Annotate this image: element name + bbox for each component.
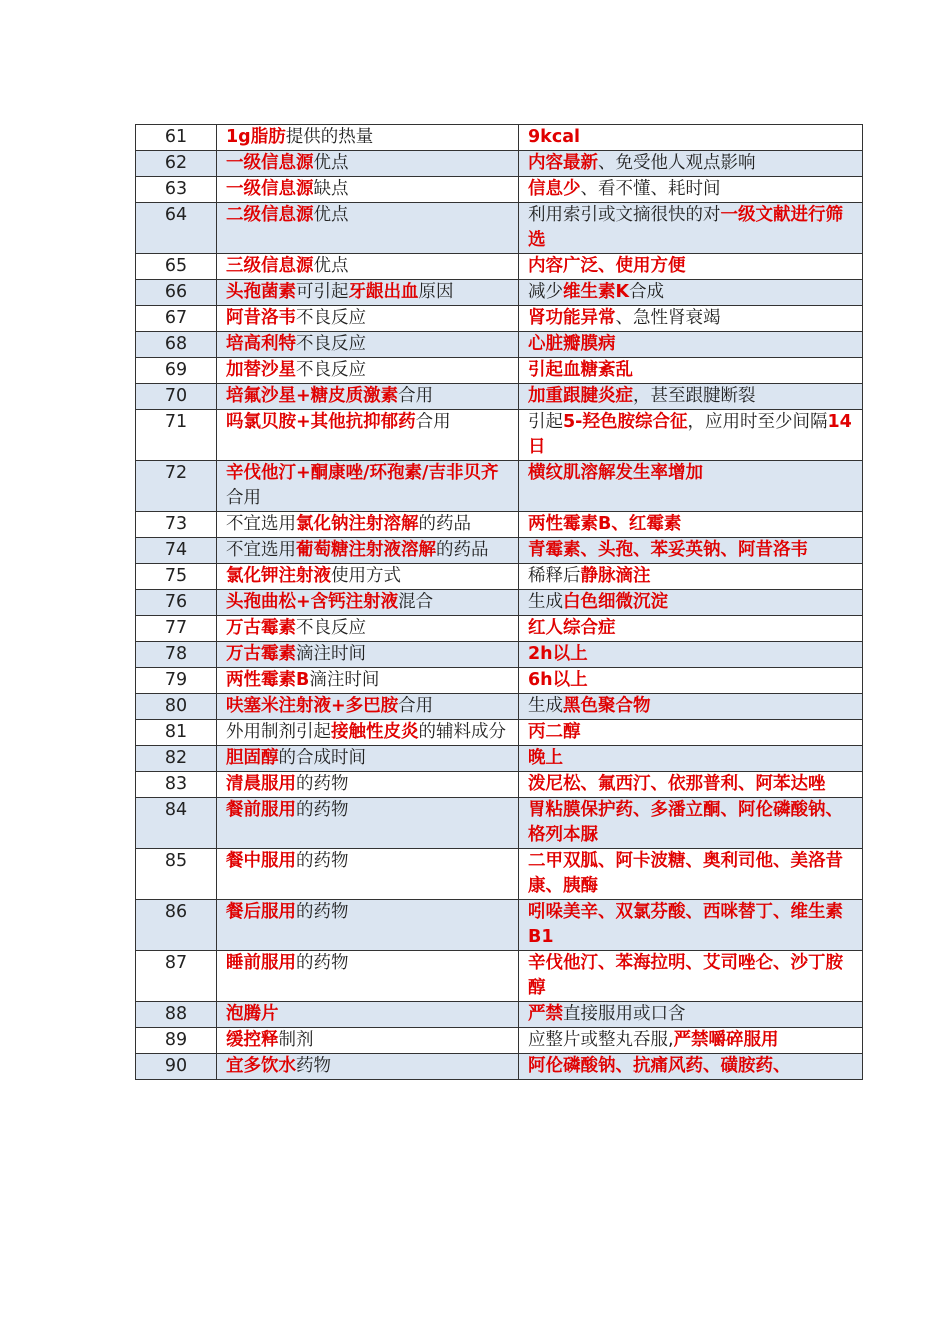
question-cell xyxy=(217,1002,519,1028)
plain-text: 外用制剂引起 xyxy=(226,722,331,742)
highlight-text: 万古霉素 xyxy=(226,644,296,664)
plain-text: 合成 xyxy=(629,282,665,302)
table-row xyxy=(136,125,863,151)
question-cell xyxy=(217,694,519,720)
row-number: 80 xyxy=(136,694,217,720)
highlight-text: 辛伐他汀+酮康唑/环孢素/吉非贝齐 xyxy=(226,463,499,483)
question-cell xyxy=(217,798,519,849)
answer-cell xyxy=(519,720,863,746)
row-number: 75 xyxy=(136,564,217,590)
highlight-text: 餐前服用 xyxy=(226,800,296,820)
plain-text: 滴注时间 xyxy=(296,644,366,664)
highlight-text: 红人综合症 xyxy=(528,618,616,638)
question-cell xyxy=(217,1054,519,1080)
question-cell xyxy=(217,616,519,642)
highlight-text: 接触性皮炎 xyxy=(331,722,419,742)
plain-text: 缺点 xyxy=(313,179,349,199)
highlight-text: 呋塞米注射液+多巴胺 xyxy=(226,696,399,716)
answer-cell xyxy=(519,900,863,951)
row-number: 76 xyxy=(136,590,217,616)
question-cell xyxy=(217,280,519,306)
row-number: 86 xyxy=(136,900,217,951)
plain-text: 生成 xyxy=(528,592,563,612)
row-number: 68 xyxy=(136,332,217,358)
answer-cell xyxy=(519,306,863,332)
plain-text: 滴注时间 xyxy=(309,670,380,690)
highlight-text: 内容广泛、使用方便 xyxy=(528,256,686,276)
plain-text: 的药品 xyxy=(418,514,471,534)
question-cell xyxy=(217,720,519,746)
highlight-text: 加重跟腱炎症 xyxy=(528,386,633,406)
plain-text: 的药物 xyxy=(296,800,349,820)
question-cell xyxy=(217,564,519,590)
answer-cell xyxy=(519,358,863,384)
highlight-text: 加替沙星 xyxy=(226,360,296,380)
plain-text: 优点 xyxy=(313,205,349,225)
highlight-text: 万古霉素 xyxy=(226,618,296,638)
highlight-text: 黑色聚合物 xyxy=(563,696,651,716)
table-row xyxy=(136,461,863,512)
plain-text: 不良反应 xyxy=(296,334,366,354)
highlight-text: 晚上 xyxy=(528,748,563,768)
question-cell xyxy=(217,772,519,798)
table-body xyxy=(136,125,863,1080)
highlight-text: 阿昔洛韦 xyxy=(226,308,296,328)
highlight-text: 吲哚美辛、双氯芬酸、西咪替丁、维生素B1 xyxy=(528,902,843,947)
table-row xyxy=(136,642,863,668)
highlight-text: 静脉滴注 xyxy=(580,566,651,586)
plain-text: ，甚至跟腱断裂 xyxy=(633,386,756,406)
answer-cell xyxy=(519,772,863,798)
table-row xyxy=(136,616,863,642)
plain-text: 混合 xyxy=(398,592,434,612)
row-number: 90 xyxy=(136,1054,217,1080)
plain-text: 的药物 xyxy=(296,953,349,973)
plain-text: 减少 xyxy=(528,282,563,302)
table-row xyxy=(136,590,863,616)
question-cell xyxy=(217,151,519,177)
row-number: 63 xyxy=(136,177,217,203)
highlight-text: 泼尼松、氟西汀、依那普利、阿苯达唑 xyxy=(528,774,826,794)
highlight-text: 餐中服用 xyxy=(226,851,296,871)
answer-cell xyxy=(519,590,863,616)
highlight-text: 培氟沙星+糖皮质激素 xyxy=(226,386,399,406)
highlight-text: 肾功能异常 xyxy=(528,308,616,328)
table-row xyxy=(136,720,863,746)
plain-text: 的药物 xyxy=(296,902,349,922)
table-row xyxy=(136,772,863,798)
highlight-text: 严禁 xyxy=(528,1004,563,1024)
table-row xyxy=(136,203,863,254)
row-number: 78 xyxy=(136,642,217,668)
row-number: 69 xyxy=(136,358,217,384)
question-cell xyxy=(217,746,519,772)
answer-cell xyxy=(519,616,863,642)
highlight-text: 胃粘膜保护药、多潘立酮、阿伦磷酸钠、格列本脲 xyxy=(528,800,843,845)
table-row xyxy=(136,1028,863,1054)
row-number: 64 xyxy=(136,203,217,254)
highlight-text: 氯化钠注射溶解 xyxy=(296,514,419,534)
row-number: 61 xyxy=(136,125,217,151)
answer-cell xyxy=(519,461,863,512)
highlight-text: 引起血糖紊乱 xyxy=(528,360,633,380)
row-number: 88 xyxy=(136,1002,217,1028)
plain-text: 稀释后 xyxy=(528,566,581,586)
plain-text: 不宜选用 xyxy=(226,514,296,534)
row-number: 79 xyxy=(136,668,217,694)
table-row xyxy=(136,538,863,564)
answer-cell xyxy=(519,151,863,177)
answer-cell xyxy=(519,410,863,461)
row-number: 67 xyxy=(136,306,217,332)
question-cell xyxy=(217,254,519,280)
table-row xyxy=(136,151,863,177)
table-row xyxy=(136,668,863,694)
highlight-text: 二甲双胍、阿卡波糖、奥利司他、美洛昔康、胰酶 xyxy=(528,851,843,896)
highlight-text: 餐后服用 xyxy=(226,902,296,922)
plain-text: 利用索引或文摘很快的对 xyxy=(528,205,721,225)
plain-text: 、看不懂、耗时间 xyxy=(580,179,721,199)
table-row xyxy=(136,358,863,384)
answer-cell xyxy=(519,203,863,254)
row-number: 85 xyxy=(136,849,217,900)
plain-text: 不良反应 xyxy=(296,308,366,328)
highlight-text: 严禁嚼碎服用 xyxy=(673,1030,779,1050)
answer-cell xyxy=(519,951,863,1002)
question-cell xyxy=(217,384,519,410)
table-row xyxy=(136,384,863,410)
table-row xyxy=(136,512,863,538)
answer-cell xyxy=(519,512,863,538)
plain-text: 的药物 xyxy=(296,774,349,794)
highlight-text: 头孢曲松+含钙注射液 xyxy=(226,592,399,612)
highlight-text: 两性霉素B、红霉素 xyxy=(528,514,682,534)
highlight-text: 培高利特 xyxy=(226,334,296,354)
answer-cell xyxy=(519,668,863,694)
answer-cell xyxy=(519,254,863,280)
question-cell xyxy=(217,668,519,694)
question-cell xyxy=(217,951,519,1002)
highlight-text: 缓控释 xyxy=(226,1030,279,1050)
answer-cell xyxy=(519,694,863,720)
table-row xyxy=(136,177,863,203)
answer-cell xyxy=(519,1002,863,1028)
row-number: 77 xyxy=(136,616,217,642)
row-number: 89 xyxy=(136,1028,217,1054)
table-row xyxy=(136,410,863,461)
row-number: 87 xyxy=(136,951,217,1002)
table-row xyxy=(136,900,863,951)
plain-text: 制剂 xyxy=(278,1030,314,1050)
plain-text: 合用 xyxy=(415,412,451,432)
plain-text: 合用 xyxy=(398,386,434,406)
table-row xyxy=(136,280,863,306)
plain-text: 不良反应 xyxy=(296,618,366,638)
highlight-text: 信息少 xyxy=(528,179,581,199)
table-row xyxy=(136,798,863,849)
highlight-text: 丙二醇 xyxy=(528,722,581,742)
highlight-text: 睡前服用 xyxy=(226,953,296,973)
answer-cell xyxy=(519,177,863,203)
highlight-text: 5-羟色胺综合征 xyxy=(563,412,688,432)
answer-cell xyxy=(519,538,863,564)
highlight-text: 维生素K xyxy=(563,282,630,302)
question-cell xyxy=(217,642,519,668)
plain-text: 的辅料成分 xyxy=(418,722,506,742)
highlight-text: 吗氯贝胺+其他抗抑郁药 xyxy=(226,412,416,432)
row-number: 81 xyxy=(136,720,217,746)
row-number: 83 xyxy=(136,772,217,798)
highlight-text: 阿伦磷酸钠、抗痛风药、磺胺药、 xyxy=(528,1056,791,1076)
question-cell xyxy=(217,461,519,512)
answer-cell xyxy=(519,642,863,668)
table-row xyxy=(136,694,863,720)
answer-cell xyxy=(519,1054,863,1080)
row-number: 70 xyxy=(136,384,217,410)
answer-cell xyxy=(519,280,863,306)
highlight-text: 葡萄糖注射液溶解 xyxy=(296,540,436,560)
answer-cell xyxy=(519,384,863,410)
row-number: 71 xyxy=(136,410,217,461)
row-number: 73 xyxy=(136,512,217,538)
question-cell xyxy=(217,125,519,151)
highlight-text: 1g脂肪 xyxy=(226,127,286,147)
plain-text: 原因 xyxy=(418,282,454,302)
highlight-text: 2h以上 xyxy=(528,644,588,664)
highlight-text: 一级信息源 xyxy=(226,179,314,199)
knowledge-table xyxy=(135,124,863,1080)
answer-cell xyxy=(519,332,863,358)
plain-text: 合用 xyxy=(398,696,434,716)
question-cell xyxy=(217,203,519,254)
table-row xyxy=(136,951,863,1002)
highlight-text: 辛伐他汀、苯海拉明、艾司唑仑、沙丁胺醇 xyxy=(528,953,843,998)
row-number: 84 xyxy=(136,798,217,849)
row-number: 62 xyxy=(136,151,217,177)
plain-text: 使用方式 xyxy=(331,566,401,586)
plain-text: 的药品 xyxy=(436,540,489,560)
question-cell xyxy=(217,512,519,538)
answer-cell xyxy=(519,564,863,590)
highlight-text: 两性霉素B xyxy=(226,670,310,690)
highlight-text: 内容最新 xyxy=(528,153,598,173)
question-cell xyxy=(217,900,519,951)
highlight-text: 6h以上 xyxy=(528,670,588,690)
question-cell xyxy=(217,538,519,564)
plain-text: 提供的热量 xyxy=(285,127,374,147)
question-cell xyxy=(217,590,519,616)
plain-text: 可引起 xyxy=(296,282,349,302)
question-cell xyxy=(217,306,519,332)
highlight-text: 胆固醇 xyxy=(226,748,279,768)
table-row xyxy=(136,306,863,332)
table-row xyxy=(136,332,863,358)
row-number: 72 xyxy=(136,461,217,512)
highlight-text: 泡腾片 xyxy=(226,1004,279,1024)
highlight-text: 一级文献进行筛选 xyxy=(528,205,843,250)
plain-text: 应整片或整丸吞服, xyxy=(528,1030,674,1050)
table-row xyxy=(136,564,863,590)
table-row xyxy=(136,254,863,280)
highlight-text: 横纹肌溶解发生率增加 xyxy=(528,463,703,483)
question-cell xyxy=(217,177,519,203)
highlight-text: 9kcal xyxy=(528,127,580,147)
highlight-text: 头孢菌素 xyxy=(226,282,296,302)
question-cell xyxy=(217,849,519,900)
highlight-text: 二级信息源 xyxy=(226,205,314,225)
highlight-text: 青霉素、头孢、苯妥英钠、阿昔洛韦 xyxy=(528,540,808,560)
answer-cell xyxy=(519,125,863,151)
table-row xyxy=(136,849,863,900)
plain-text: 不宜选用 xyxy=(226,540,296,560)
answer-cell xyxy=(519,1028,863,1054)
plain-text: 药物 xyxy=(296,1056,331,1076)
plain-text: 、免受他人观点影响 xyxy=(598,153,756,173)
plain-text: 、急性肾衰竭 xyxy=(615,308,721,328)
question-cell xyxy=(217,1028,519,1054)
highlight-text: 一级信息源 xyxy=(226,153,314,173)
row-number: 66 xyxy=(136,280,217,306)
plain-text: 的合成时间 xyxy=(278,748,366,768)
answer-cell xyxy=(519,849,863,900)
question-cell xyxy=(217,332,519,358)
plain-text: 引起 xyxy=(528,412,563,432)
highlight-text: 宜多饮水 xyxy=(226,1056,296,1076)
highlight-text: 14日 xyxy=(528,412,852,457)
table-row xyxy=(136,1002,863,1028)
highlight-text: 心脏瓣膜病 xyxy=(528,334,616,354)
plain-text: 不良反应 xyxy=(296,360,366,380)
highlight-text: 清晨服用 xyxy=(226,774,296,794)
row-number: 74 xyxy=(136,538,217,564)
highlight-text: 三级信息源 xyxy=(226,256,314,276)
plain-text: 的药物 xyxy=(296,851,349,871)
table-row xyxy=(136,1054,863,1080)
highlight-text: 牙龈出血 xyxy=(348,282,419,302)
plain-text: ，应用时至少间隔 xyxy=(687,412,828,432)
plain-text: 直接服用或口含 xyxy=(563,1004,686,1024)
answer-cell xyxy=(519,746,863,772)
answer-cell xyxy=(519,798,863,849)
row-number: 65 xyxy=(136,254,217,280)
plain-text: 合用 xyxy=(226,488,261,508)
question-cell xyxy=(217,410,519,461)
table-row xyxy=(136,746,863,772)
question-cell xyxy=(217,358,519,384)
row-number: 82 xyxy=(136,746,217,772)
highlight-text: 氯化钾注射液 xyxy=(226,566,331,586)
plain-text: 优点 xyxy=(313,153,349,173)
plain-text: 生成 xyxy=(528,696,563,716)
plain-text: 优点 xyxy=(313,256,349,276)
highlight-text: 白色细微沉淀 xyxy=(563,592,668,612)
